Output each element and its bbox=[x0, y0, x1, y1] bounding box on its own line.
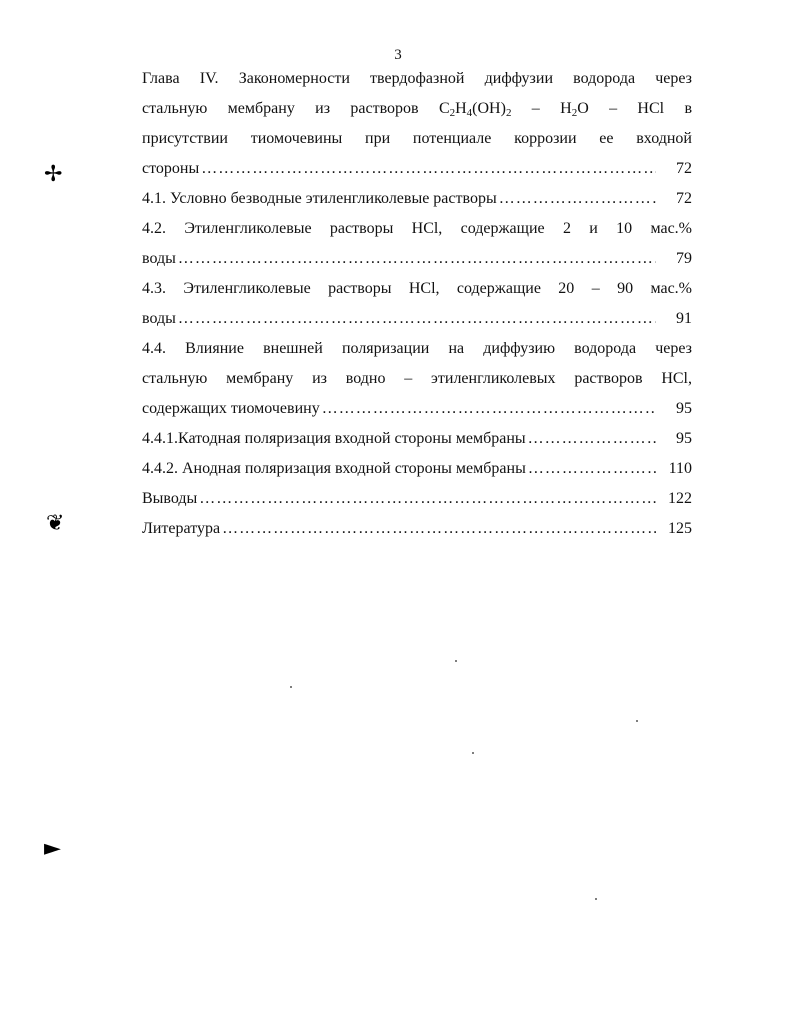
toc-entry-literature[interactable] bbox=[142, 514, 692, 544]
toc-entry-4-4-1[interactable] bbox=[142, 424, 692, 454]
scan-speck bbox=[455, 660, 457, 662]
chapter-title-line-3: присутствии тиомочевины при потенциале коррозии ее входной bbox=[142, 130, 692, 147]
page-ref: 95 bbox=[676, 400, 692, 417]
toc-entry-4-4-2[interactable] bbox=[142, 454, 692, 484]
scan-speck bbox=[290, 686, 292, 688]
page-ref: 72 bbox=[676, 190, 692, 207]
dot-leader bbox=[178, 304, 656, 334]
section-title: 4.2. Этиленгликолевые растворы HCl, содержащие 2 и 10 мас.% bbox=[142, 220, 692, 237]
section-title: 4.1. Условно безводные этиленгликолевые растворы bbox=[142, 190, 497, 207]
page-number: 3 bbox=[394, 47, 402, 63]
dot-leader bbox=[528, 424, 656, 454]
section-title: 4.4.2. Анодная поляризация входной стороны мембраны bbox=[142, 460, 526, 477]
chapter-title-line-2 bbox=[142, 94, 692, 124]
punch-mark-top: ✢ bbox=[44, 162, 63, 187]
punch-mark-middle: ❦ bbox=[46, 511, 65, 536]
dot-leader bbox=[499, 184, 656, 214]
toc-entry-4-3[interactable] bbox=[142, 274, 692, 334]
subscript: 4 bbox=[466, 107, 473, 119]
chapter-title-line-1: Глава IV. Закономерности твердофазной диффузии водорода через bbox=[142, 70, 692, 87]
toc-entry-4-2[interactable] bbox=[142, 214, 692, 274]
section-title: 4.4.1.Катодная поляризация входной стороны мембраны bbox=[142, 430, 526, 447]
dot-leader bbox=[528, 454, 656, 484]
dot-leader bbox=[178, 244, 656, 274]
chapter-title-text: стальную мембрану из растворов C bbox=[142, 100, 450, 117]
subscript: 2 bbox=[505, 107, 512, 119]
toc-entry-conclusions[interactable] bbox=[142, 484, 692, 514]
page-ref: 91 bbox=[676, 310, 692, 327]
section-title-cont: воды bbox=[142, 250, 176, 267]
page-ref: 72 bbox=[676, 160, 692, 177]
chapter-title-text: – H bbox=[511, 100, 572, 117]
chapter-title-line-4: стороны bbox=[142, 160, 200, 177]
dot-leader bbox=[222, 514, 656, 544]
section-title-cont: воды bbox=[142, 310, 176, 327]
dot-leader bbox=[322, 394, 656, 424]
toc-entry-chapter-4[interactable] bbox=[142, 64, 692, 184]
page-ref: 95 bbox=[676, 430, 692, 447]
section-title: Литература bbox=[142, 520, 221, 537]
section-title-cont: содержащих тиомочевину bbox=[142, 400, 320, 417]
scan-speck bbox=[595, 898, 597, 900]
section-title: 4.4. Влияние внешней поляризации на диффузию водорода через bbox=[142, 340, 692, 357]
page-ref: 122 bbox=[668, 490, 692, 507]
chapter-title-text: O – HCl в bbox=[577, 100, 692, 117]
section-title: 4.3. Этиленгликолевые растворы HCl, содержащие 20 – 90 мас.% bbox=[142, 280, 692, 297]
dot-leader bbox=[199, 484, 656, 514]
table-of-contents bbox=[142, 64, 692, 544]
page-ref: 79 bbox=[676, 250, 692, 267]
section-title-cont: стальную мембрану из водно – этиленгликолевых растворов HCl, bbox=[142, 370, 692, 387]
section-title: Выводы bbox=[142, 490, 198, 507]
subscript: 2 bbox=[449, 107, 456, 119]
page-ref: 125 bbox=[668, 520, 692, 537]
dot-leader bbox=[201, 154, 656, 184]
toc-entry-4-4[interactable] bbox=[142, 334, 692, 424]
page-ref: 110 bbox=[668, 460, 692, 477]
chapter-title-text: (OH) bbox=[472, 100, 506, 117]
subscript: 2 bbox=[571, 107, 578, 119]
punch-mark-bottom: ► bbox=[44, 836, 61, 861]
scan-speck bbox=[472, 752, 474, 754]
chapter-title-text: H bbox=[455, 100, 467, 117]
toc-entry-4-1[interactable] bbox=[142, 184, 692, 214]
scan-speck bbox=[636, 720, 638, 722]
